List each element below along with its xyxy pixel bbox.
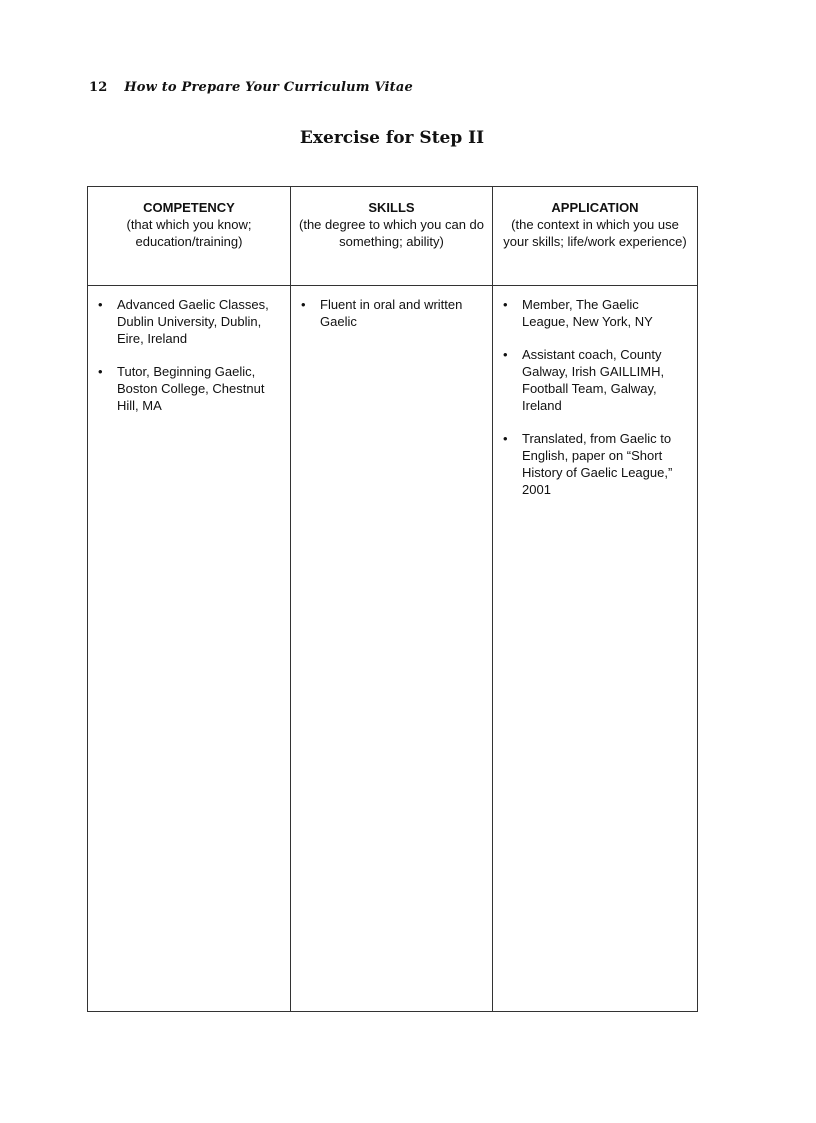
list-item	[503, 430, 687, 498]
competency-heading: COMPETENCY	[143, 200, 235, 215]
competency-description: (that which you know; education/training)	[126, 217, 252, 249]
application-cell	[493, 286, 698, 1012]
competency-list	[98, 296, 280, 414]
competency-header	[88, 187, 291, 286]
application-header	[493, 187, 698, 286]
header-row	[88, 187, 698, 286]
list-item	[503, 296, 687, 330]
skills-cell	[291, 286, 493, 1012]
bullet-icon: •	[503, 297, 508, 312]
list-item-text: Tutor, Beginning Gaelic, Boston College, Chestnut Hill, MA	[117, 364, 265, 413]
list-item-text: Advanced Gaelic Classes, Dublin University, Dublin, Eire, Ireland	[117, 297, 269, 346]
skills-header	[291, 187, 493, 286]
bullet-icon: •	[503, 347, 508, 362]
list-item-text: Translated, from Gaelic to English, paper on “Short History of Gaelic League,” 2001	[522, 431, 673, 497]
list-item-text: Assistant coach, County Galway, Irish GAILLIMH, Football Team, Galway, Ireland	[522, 347, 665, 413]
bullet-icon: •	[503, 431, 508, 446]
list-item	[301, 296, 482, 330]
exercise-table	[87, 186, 698, 1012]
list-item-text: Fluent in oral and written Gaelic	[320, 297, 463, 329]
exercise-title: Exercise for Step II	[299, 128, 485, 148]
page-number: 12	[89, 80, 108, 95]
skills-description: (the degree to which you can do something; ability)	[299, 217, 485, 249]
book-title: How to Prepare Your Curriculum Vitae	[124, 80, 413, 95]
bullet-icon: •	[301, 297, 306, 312]
skills-heading: SKILLS	[368, 200, 415, 215]
list-item	[98, 363, 280, 414]
competency-cell	[88, 286, 291, 1012]
bullet-icon: •	[98, 364, 103, 379]
application-heading: APPLICATION	[551, 200, 639, 215]
list-item	[98, 296, 280, 347]
running-head	[89, 80, 413, 95]
application-list	[503, 296, 687, 498]
skills-list	[301, 296, 482, 330]
bullet-icon: •	[98, 297, 103, 312]
application-description: (the context in which you use your skills; life/work experience)	[503, 217, 687, 249]
list-item	[503, 346, 687, 414]
list-item-text: Member, The Gaelic League, New York, NY	[522, 297, 653, 329]
content-row	[88, 286, 698, 1012]
